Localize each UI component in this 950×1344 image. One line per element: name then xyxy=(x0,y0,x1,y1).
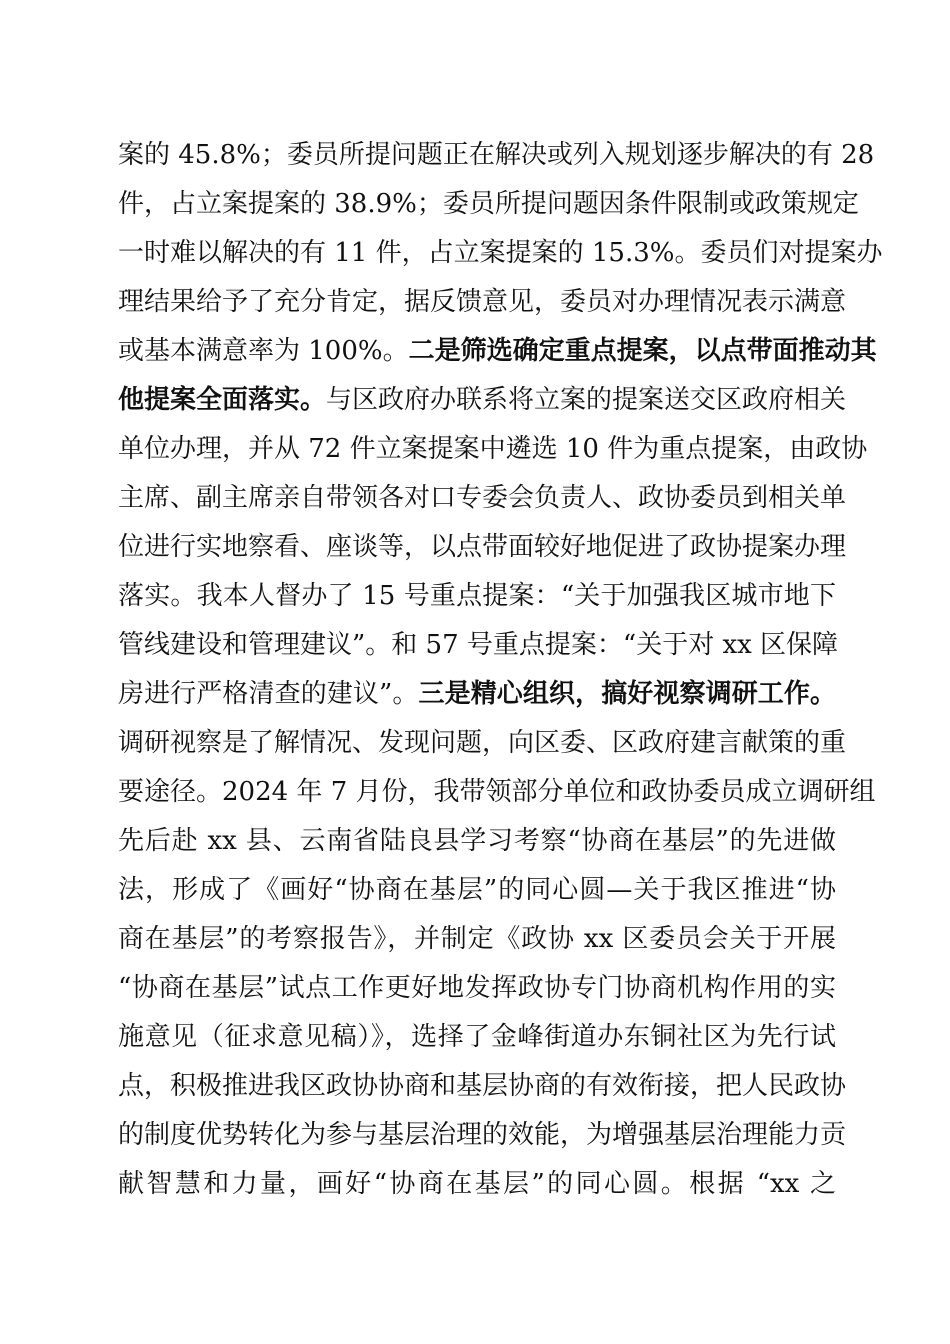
body-text: 调研视察是了解情况、发现问题，向区委、区政府建言献策的重 xyxy=(118,728,847,758)
body-text: 单位办理，并从 72 件立案提案中遴选 10 件为重点提案，由政协 xyxy=(118,434,868,464)
body-text: 要途径。2024 年 7 月份，我带领部分单位和政协委员成立调研组 xyxy=(118,777,876,807)
text-line xyxy=(118,1111,847,1160)
text-line xyxy=(118,572,836,621)
bold-heading-text: 二是筛选确定重点提案，以点带面推动其 xyxy=(408,336,877,366)
text-line xyxy=(118,474,847,523)
text-line xyxy=(118,523,847,572)
body-text: 主席、副主席亲自带领各对口专委会负责人、政协委员到相关单 xyxy=(118,483,847,513)
body-text: “协商在基层”试点工作更好地发挥政协专门协商机构作用的实 xyxy=(118,973,836,1003)
text-line xyxy=(118,376,847,425)
body-text: 或基本满意率为 100%。 xyxy=(118,336,409,366)
text-line xyxy=(118,719,847,768)
body-text: 的制度优势转化为参与基层治理的效能，为增强基层治理能力贡 xyxy=(118,1120,847,1150)
body-text: 件，占立案提案的 38.9%；委员所提问题因条件限制或政策规定 xyxy=(118,189,859,219)
body-text: 落实。我本人督办了 15 号重点提案：“关于加强我区城市地下 xyxy=(118,581,836,611)
text-line xyxy=(118,817,836,866)
body-text: 案的 45.8%；委员所提问题正在解决或列入规划逐步解决的有 28 xyxy=(118,140,875,170)
body-text: 与区政府办联系将立案的提案送交区政府相关 xyxy=(326,385,847,415)
bold-heading-text: 三是精心组织，搞好视察调研工作。 xyxy=(418,679,836,709)
text-line xyxy=(118,768,876,817)
body-text: 法，形成了《画好“协商在基层”的同心圆—关于我区推进“协 xyxy=(118,875,836,905)
bold-heading-text: 他提案全面落实。 xyxy=(118,385,327,415)
body-text: 点，积极推进我区政协协商和基层协商的有效衔接，把人民政协 xyxy=(118,1071,847,1101)
body-text: 房进行严格清查的建议”。 xyxy=(118,679,419,709)
text-line xyxy=(118,866,836,915)
text-line xyxy=(118,670,836,719)
body-text: 理结果给予了充分肯定，据反馈意见，委员对办理情况表示满意 xyxy=(118,287,847,317)
text-line xyxy=(118,327,877,376)
text-line xyxy=(118,1160,836,1209)
document-body xyxy=(118,131,883,1209)
body-text: 位进行实地察看、座谈等，以点带面较好地促进了政协提案办理 xyxy=(118,532,847,562)
body-text: 管线建设和管理建议”。和 57 号重点提案：“关于对 xx 区保障 xyxy=(118,630,839,660)
text-line xyxy=(118,278,847,327)
body-text: 商在基层”的考察报告》，并制定《政协 xx 区委员会关于开展 xyxy=(118,924,836,954)
text-line xyxy=(118,425,868,474)
body-text: 一时难以解决的有 11 件，占立案提案的 15.3%。委员们对提案办 xyxy=(118,238,883,268)
body-text: 献智慧和力量，画好“协商在基层”的同心圆。根据 “xx 之 xyxy=(118,1169,836,1199)
text-line xyxy=(118,131,875,180)
text-line xyxy=(118,180,859,229)
body-text: 先后赴 xx 县、云南省陆良县学习考察“协商在基层”的先进做 xyxy=(118,826,836,856)
body-text: 施意见（征求意见稿）》，选择了金峰街道办东铜社区为先行试 xyxy=(118,1022,836,1052)
text-line xyxy=(118,621,839,670)
text-line xyxy=(118,964,836,1013)
text-line xyxy=(118,229,883,278)
text-line xyxy=(118,1062,847,1111)
text-line xyxy=(118,1013,836,1062)
text-line xyxy=(118,915,836,964)
